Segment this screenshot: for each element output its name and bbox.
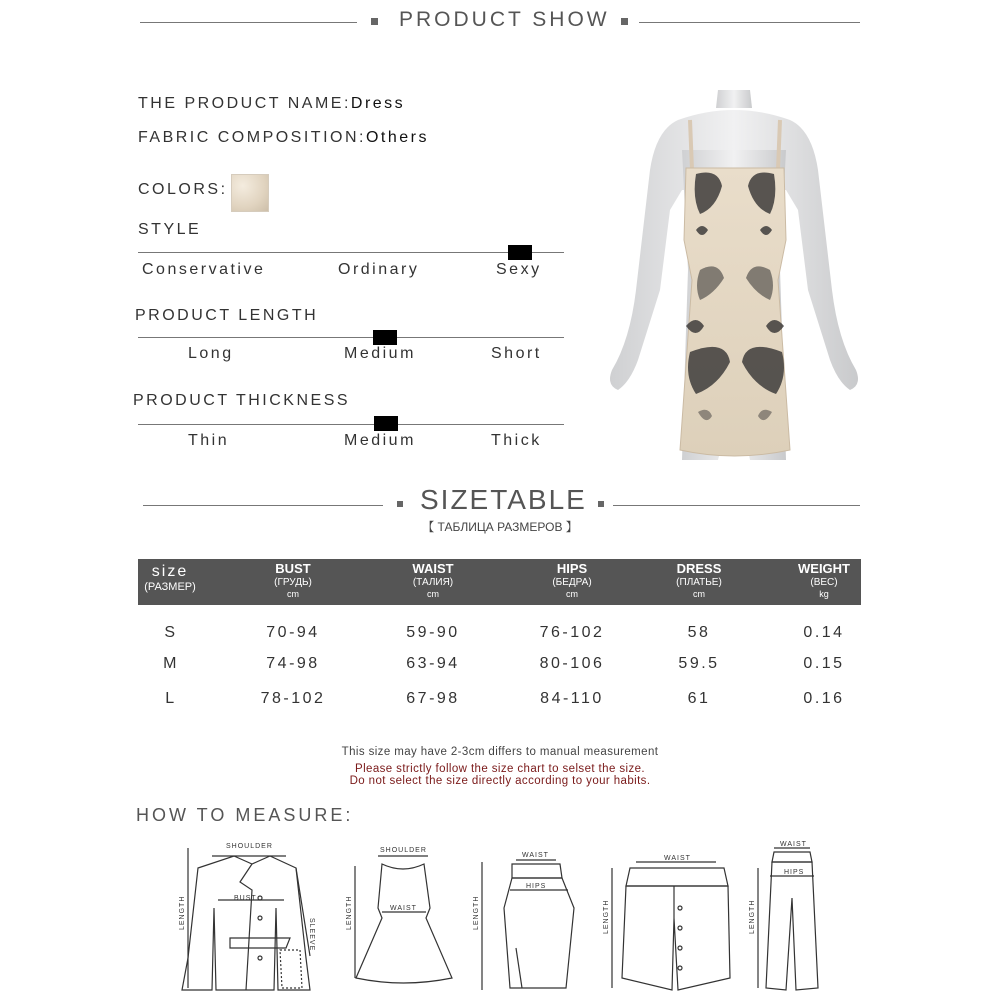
cell-size: M	[163, 655, 179, 672]
size-table-header	[138, 559, 861, 605]
cell-hips: 80-106	[539, 655, 605, 672]
cell-waist: 59-90	[406, 624, 460, 641]
bullet-square	[598, 501, 604, 507]
length-scale-line	[138, 337, 564, 338]
label-length-skirt: LENGTH	[473, 895, 480, 930]
header-waist: WAIST (ТАЛИЯ) cm	[412, 561, 454, 599]
header-hips: HIPS (БЕДРА) cm	[552, 561, 592, 599]
length-title: PRODUCT LENGTH	[135, 307, 319, 324]
cell-dress: 59.5	[678, 655, 720, 672]
label-length-pants: LENGTH	[749, 899, 756, 934]
length-option-short: Short	[491, 345, 542, 362]
note-manual-measurement: This size may have 2-3cm differs to manual measurement	[341, 746, 659, 758]
note-follow-chart: Please strictly follow the size chart to selset the size.	[355, 763, 645, 775]
cell-waist: 63-94	[406, 655, 460, 672]
thickness-title: PRODUCT THICKNESS	[133, 392, 351, 409]
cell-hips: 76-102	[539, 624, 605, 641]
thickness-marker	[374, 416, 398, 431]
cell-weight: 0.16	[803, 690, 845, 707]
label-waist-dress: WAIST	[390, 905, 417, 912]
style-option-ordinary: Ordinary	[338, 261, 420, 278]
sizetable-divider-right	[613, 505, 860, 506]
bullet-square	[371, 18, 378, 25]
length-option-long: Long	[188, 345, 234, 362]
cell-size: S	[164, 624, 178, 641]
label-waist-skirt: WAIST	[522, 852, 549, 859]
length-marker	[373, 330, 397, 345]
product-name-value: Dress	[350, 95, 406, 112]
label-shoulder-coat: SHOULDER	[226, 843, 273, 850]
label-bust: BUST	[234, 895, 257, 902]
label-length-shorts: LENGTH	[603, 899, 610, 934]
cell-size: L	[165, 690, 177, 707]
style-title: STYLE	[138, 221, 202, 238]
sizetable-title: SIZETABLE	[420, 484, 587, 515]
product-photo	[600, 90, 870, 470]
label-hips-pants: HIPS	[784, 869, 805, 876]
product-name	[138, 95, 405, 113]
dress-strap-right	[778, 120, 780, 170]
table-row	[138, 690, 861, 712]
cell-hips: 84-110	[540, 690, 604, 707]
header-size: size (РАЗМЕР)	[144, 563, 196, 593]
cell-bust: 74-98	[266, 655, 320, 672]
label-sleeve: SLEEVE	[308, 918, 315, 952]
product-name-label: THE PRODUCT NAME:	[138, 95, 351, 112]
cell-dress: 58	[687, 624, 711, 641]
thickness-option-thin: Thin	[188, 432, 230, 449]
skirt-diagram	[482, 860, 574, 990]
header-weight: WEIGHT (ВЕС) kg	[798, 561, 850, 599]
colors-label: COLORS:	[138, 181, 228, 198]
measure-diagrams	[160, 838, 840, 998]
style-option-sexy: Sexy	[496, 261, 542, 278]
how-to-measure-title: HOW TO MEASURE:	[136, 805, 354, 825]
cell-waist: 67-98	[406, 690, 460, 707]
cell-dress: 61	[687, 690, 711, 707]
label-waist-pants: WAIST	[780, 841, 807, 848]
cell-weight: 0.15	[803, 655, 845, 672]
header-dress: DRESS (ПЛАТЬЕ) cm	[676, 561, 722, 599]
cell-bust: 78-102	[260, 690, 326, 707]
bullet-square	[621, 18, 628, 25]
style-scale-line	[138, 252, 564, 253]
label-hips-skirt: HIPS	[526, 883, 547, 890]
label-waist-shorts: WAIST	[664, 855, 691, 862]
length-option-medium: Medium	[344, 345, 416, 362]
dress-strap-left	[690, 120, 692, 170]
sizetable-divider-left	[143, 505, 383, 506]
shorts-diagram	[612, 862, 730, 990]
dress-body	[680, 168, 790, 456]
thickness-option-medium: Medium	[344, 432, 416, 449]
fabric-label: FABRIC COMPOSITION:	[138, 129, 366, 146]
divider-left	[140, 22, 357, 23]
style-marker	[508, 245, 532, 260]
fabric-composition	[138, 129, 429, 147]
label-length-coat: LENGTH	[179, 895, 186, 930]
product-show-title: PRODUCT SHOW	[399, 8, 610, 31]
cell-weight: 0.14	[803, 624, 845, 641]
thickness-option-thick: Thick	[491, 432, 542, 449]
dress-diagram	[355, 856, 452, 983]
table-row	[138, 624, 861, 646]
color-swatch[interactable]	[231, 174, 269, 212]
header-bust: BUST (ГРУДЬ) cm	[274, 561, 312, 599]
divider-right	[639, 22, 860, 23]
fabric-value: Others	[365, 129, 429, 146]
sizetable-subtitle: 【 ТАБЛИЦА РАЗМЕРОВ 】	[422, 520, 578, 534]
coat-diagram	[182, 848, 310, 990]
table-row	[138, 655, 861, 677]
label-shoulder-dress: SHOULDER	[380, 847, 427, 854]
thickness-scale-line	[138, 424, 564, 425]
style-option-conservative: Conservative	[142, 261, 266, 278]
note-do-not-select: Do not select the size directly according to your habits.	[349, 775, 651, 787]
bullet-square	[397, 501, 403, 507]
label-length-dress: LENGTH	[346, 895, 353, 930]
cell-bust: 70-94	[266, 624, 320, 641]
